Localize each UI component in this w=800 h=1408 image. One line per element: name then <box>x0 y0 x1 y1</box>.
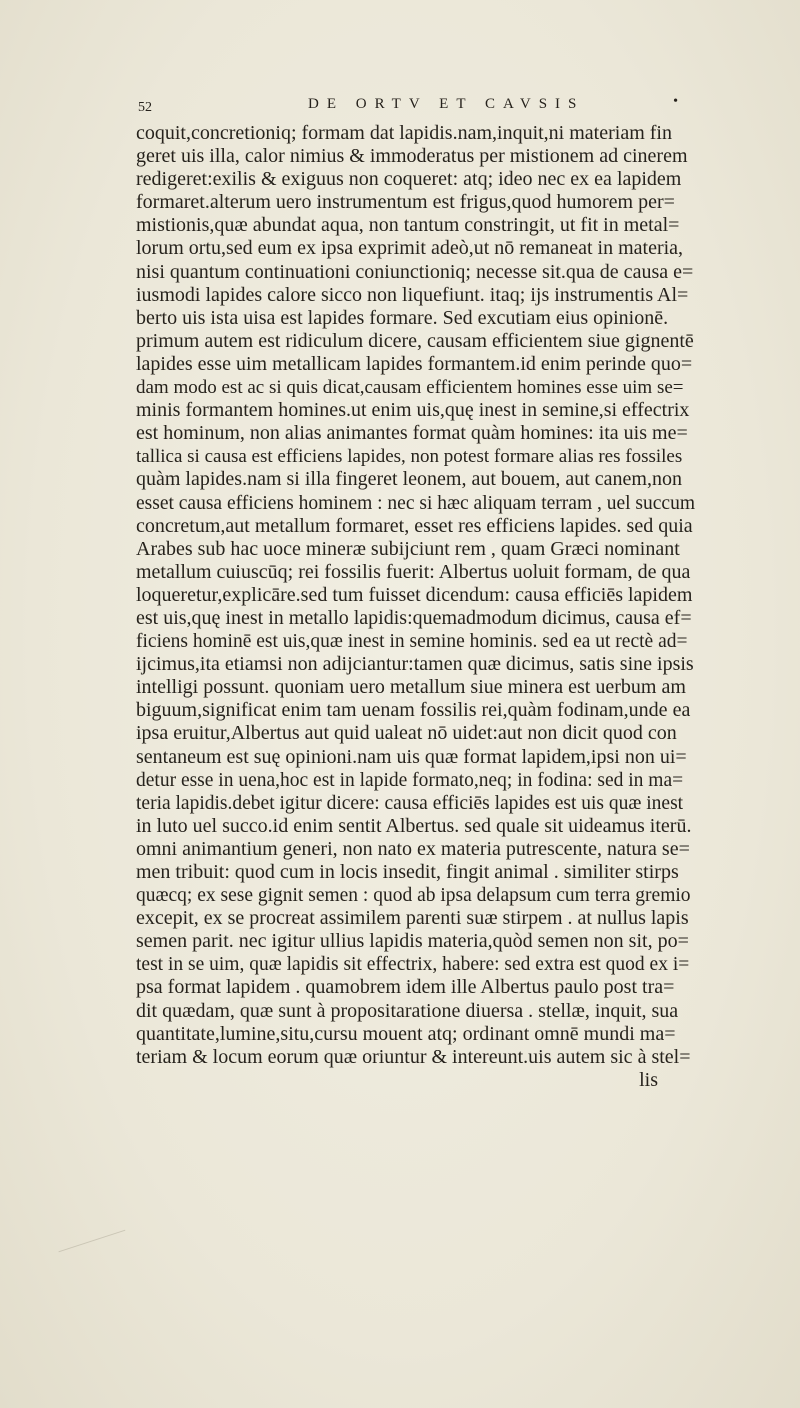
text-line: geret uis illa, calor nimius & immoderatus per mistionem ad cinerem <box>136 145 688 168</box>
ornament-dot: • <box>673 94 678 109</box>
text-line: excepit, ex se procreat assimilem parenti suæ stirpem . at nullus lapis <box>136 907 689 930</box>
text-line: lorum ortu,sed eum ex ipsa exprimit adeò,ut nō remaneat in materia, <box>136 237 684 260</box>
text-line: test in se uim, quæ lapidis sit effectrix, habere: sed extra est quod ex i= <box>136 954 690 976</box>
text-line: mistionis,quæ abundat aqua, non tantum constringit, ut fit in metal= <box>136 214 680 237</box>
body-text <box>136 122 696 1092</box>
text-line: minis formantem homines.ut enim uis,quę inest in semine,si effectrix <box>136 399 690 422</box>
text-line: Arabes sub hac uoce mineræ subijciunt rem , quam Græci nominant <box>136 537 680 560</box>
text-line: esset causa efficiens hominem : nec si hæc aliquam terram , uel succum <box>136 492 695 514</box>
text-line: quantitate,lumine,situ,cursu mouent atq; ordinant omnē mundi ma= <box>136 1022 676 1045</box>
text-line: semen parit. nec igitur ullius lapidis materia,quòd semen non sit, po= <box>136 930 689 953</box>
text-line: men tribuit: quod cum in locis insedit, fingit animal . similiter stirps <box>136 861 679 883</box>
catchword: lis <box>639 1068 658 1091</box>
text-line: berto uis ista uisa est lapides formare. Sed excutiam eius opinionē. <box>136 306 669 329</box>
text-line: concretum,aut metallum formaret, esset res efficiens lapides. sed quia <box>136 514 693 537</box>
text-line: tallica si causa est efficiens lapides, non potest formare alias res fossiles <box>136 446 683 468</box>
text-line: nisi quantum continuationi coniunctioniq; necesse sit.qua de causa e= <box>136 260 694 283</box>
running-head: DE ORTV ET CAVSIS <box>308 96 585 112</box>
text-line: sentaneum est suę opinioni.nam uis quæ format lapidem,ipsi non ui= <box>136 745 687 768</box>
text-line: est hominum, non alias animantes format quàm homines: ita uis me= <box>136 422 688 445</box>
text-line: in luto uel succo.id enim sentit Albertus. sed quale sit uideamus iterū. <box>136 814 692 837</box>
page-header <box>138 96 678 122</box>
text-line: ficiens hominē est uis,quæ inest in semine hominis. sed ea ut rectè ad= <box>136 631 688 653</box>
text-line: ijcimus,ita etiamsi non adijciantur:tamen quæ dicimus, satis sine ipsis <box>136 653 694 676</box>
paper-mark <box>58 1230 131 1272</box>
text-line: teriam & locum eorum quæ oriuntur & intereunt.uis autem sic à stel= <box>136 1045 691 1068</box>
text-line: lapides esse uim metallicam lapides formantem.id enim perinde quo= <box>136 352 693 375</box>
text-line: quàm lapides.nam si illa fingeret leonem, aut bouem, aut canem,non <box>136 468 682 491</box>
text-line: detur esse in uena,hoc est in lapide formato,neq; in fodina: sed in ma= <box>136 769 684 791</box>
text-line: teria lapidis.debet igitur dicere: causa efficiēs lapides est uis quæ inest <box>136 792 684 814</box>
text-line: formaret.alterum uero instrumentum est frigus,quod humorem per= <box>136 191 675 214</box>
page-number: 52 <box>138 100 152 115</box>
text-line: quæcq; ex sese gignit semen : quod ab ipsa delapsum cum terra gremio <box>136 885 691 907</box>
text-line: dit quædam, quæ sunt à propositaratione diuersa . stellæ, inquit, sua <box>136 999 679 1022</box>
text-line: est uis,quę inest in metallo lapidis:quemadmodum dicimus, causa ef= <box>136 606 692 629</box>
text-line: loqueretur,explicāre.sed tum fuisset dicendum: causa efficiēs lapidem <box>136 583 693 606</box>
text-line: intelligi possunt. quoniam uero metallum siue minera est uerbum am <box>136 676 686 699</box>
text-line: primum autem est ridiculum dicere, causam efficientem siue gignentē <box>136 329 694 352</box>
text-line: dam modo est ac si quis dicat,causam efficientem homines esse uim se= <box>136 377 684 399</box>
text-line: omni animantium generi, non nato ex materia putrescente, natura se= <box>136 837 690 860</box>
text-line: biguum,significat enim tam uenam fossilis rei,quàm fodinam,unde ea <box>136 699 691 722</box>
text-line: iusmodi lapides calore sicco non liquefiunt. itaq; ijs instrumentis Al= <box>136 283 689 306</box>
text-line: coquit,concretioniq; formam dat lapidis.nam,inquit,ni materiam fin <box>136 122 672 144</box>
text-line: ipsa eruitur,Albertus aut quid ualeat nō uidet:aut non dicit quod con <box>136 722 677 745</box>
text-line: metallum cuiuscūq; rei fossilis fuerit: Albertus uoluit formam, de qua <box>136 560 691 583</box>
text-line: redigeret:exilis & exiguus non coqueret: atq; ideo nec ex ea lapidem <box>136 168 682 191</box>
text-line: psa format lapidem . quamobrem idem ille Albertus paulo post tra= <box>136 976 675 999</box>
